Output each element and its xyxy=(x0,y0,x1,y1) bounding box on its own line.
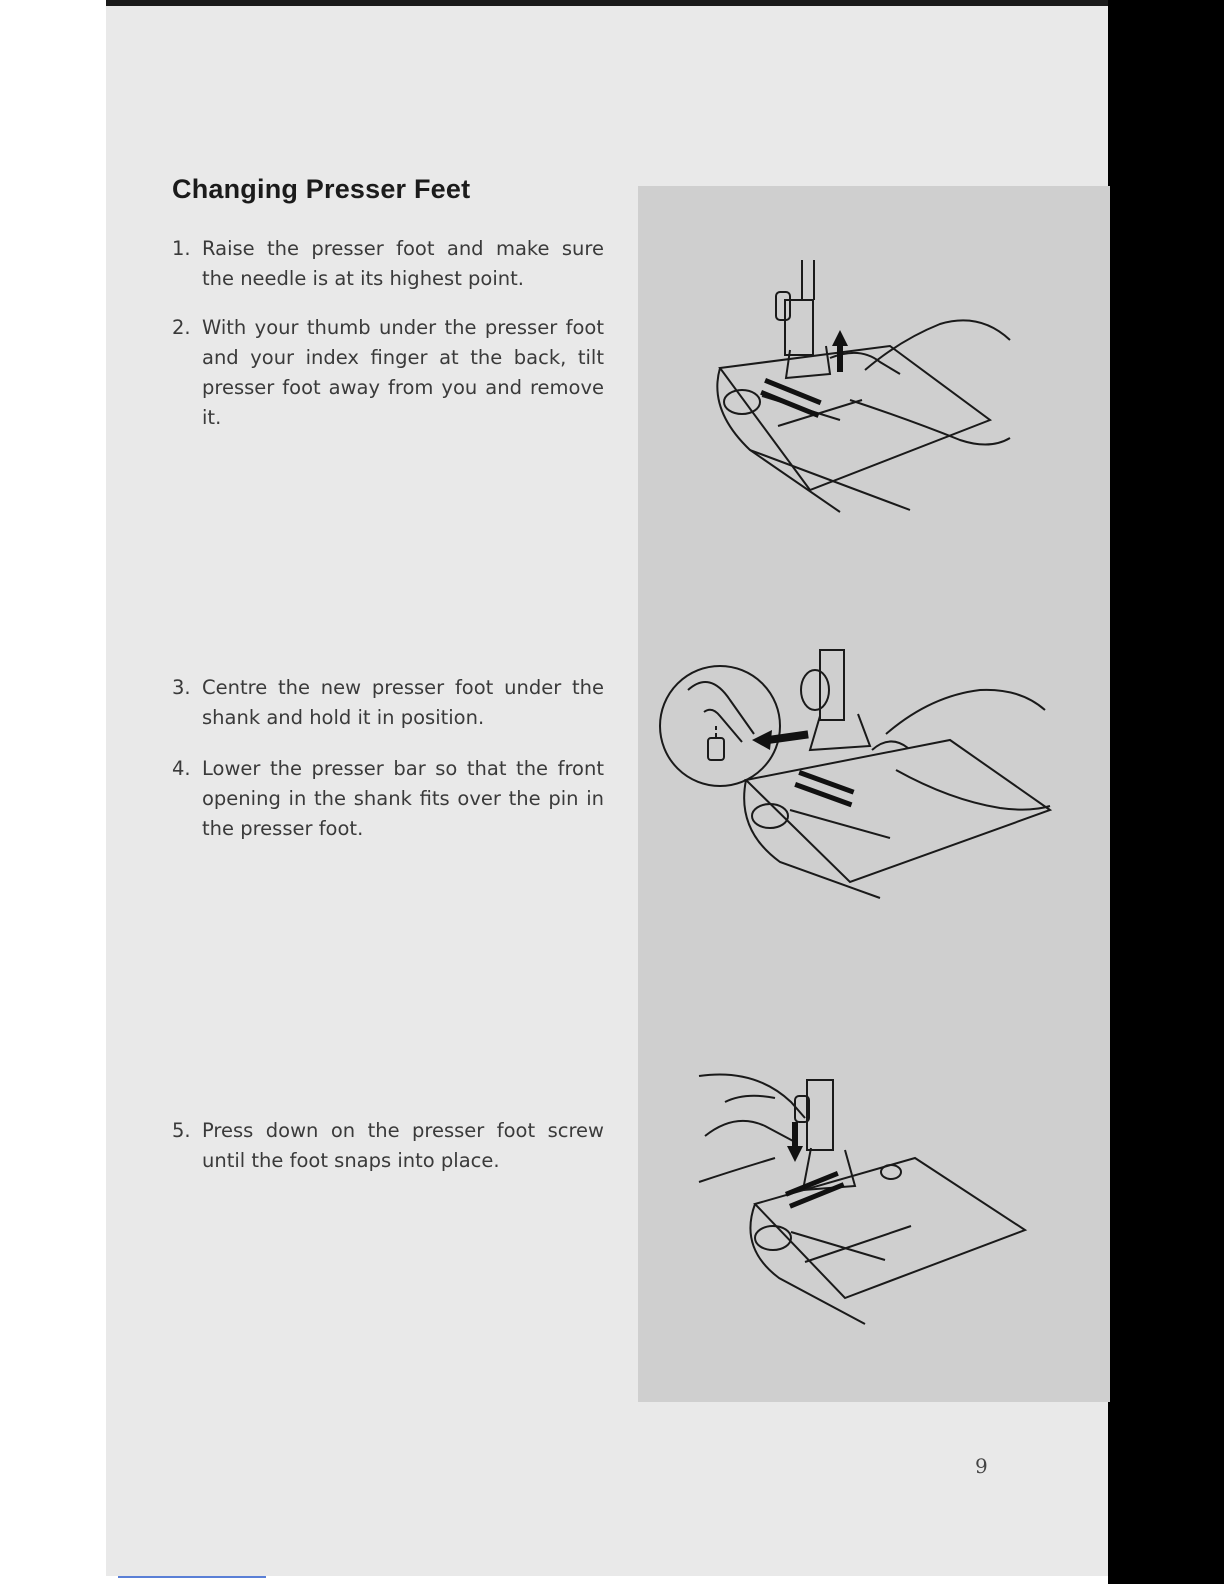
down-arrow-shaft xyxy=(792,1122,798,1148)
feed-dog xyxy=(785,1171,839,1197)
step-item xyxy=(172,234,604,294)
step-number: 1. xyxy=(172,237,191,260)
hand-outline xyxy=(886,690,1045,734)
step-number: 2. xyxy=(172,316,191,339)
feed-dog xyxy=(760,390,819,418)
shank-screw-icon xyxy=(776,292,790,320)
finger-outline xyxy=(725,1096,775,1102)
step-text: Centre the new presser foot under the shank and hold it in position. xyxy=(202,676,604,729)
bobbin-cover xyxy=(755,1226,791,1250)
presser-bar xyxy=(802,260,814,300)
detail-inset-circle xyxy=(660,666,780,786)
throat-plate xyxy=(720,346,990,490)
plate-hole xyxy=(881,1165,901,1179)
presser-foot-shape xyxy=(786,346,830,378)
page-title: Changing Presser Feet xyxy=(172,174,471,204)
up-arrow-shaft xyxy=(837,346,843,372)
bottom-link-underline[interactable] xyxy=(118,1576,266,1578)
down-arrow-icon xyxy=(787,1146,803,1162)
step-text: Raise the presser foot and make sure the needle is at its highest point. xyxy=(202,237,604,290)
left-arrow-shaft xyxy=(768,730,809,743)
step-number: 4. xyxy=(172,757,191,780)
up-arrow-icon xyxy=(832,330,848,346)
pin-detail xyxy=(708,738,724,760)
remove-presser-foot-illustration xyxy=(690,250,1050,520)
step-item xyxy=(172,673,604,733)
feed-dog xyxy=(794,782,852,807)
attach-presser-foot-illustration xyxy=(650,630,1070,900)
scan-right-edge xyxy=(1108,0,1224,1584)
step-item xyxy=(172,1116,604,1176)
step-text: With your thumb under the presser foot and your index finger at the back, tilt presser foot away from you and remove it. xyxy=(202,316,604,429)
step-item xyxy=(172,754,604,844)
presser-shank xyxy=(820,650,844,720)
hand-outline xyxy=(865,320,1010,370)
snap-presser-foot-illustration xyxy=(695,1062,1040,1332)
step-number: 5. xyxy=(172,1119,191,1142)
page-number: 9 xyxy=(975,1454,988,1478)
shank-detail xyxy=(688,682,754,734)
step-number: 3. xyxy=(172,676,191,699)
presser-shank xyxy=(807,1080,833,1150)
bed-line xyxy=(750,450,910,510)
bobbin-cover xyxy=(724,390,760,414)
step-text: Press down on the presser foot screw until the foot snaps into place. xyxy=(202,1119,604,1172)
machine-bed-edge xyxy=(750,1204,865,1324)
shank-screw-icon xyxy=(801,670,829,710)
step-item xyxy=(172,313,604,433)
step-text: Lower the presser bar so that the front opening in the shank fits over the pin in the presser foot. xyxy=(202,757,604,840)
feed-dog xyxy=(764,378,822,405)
